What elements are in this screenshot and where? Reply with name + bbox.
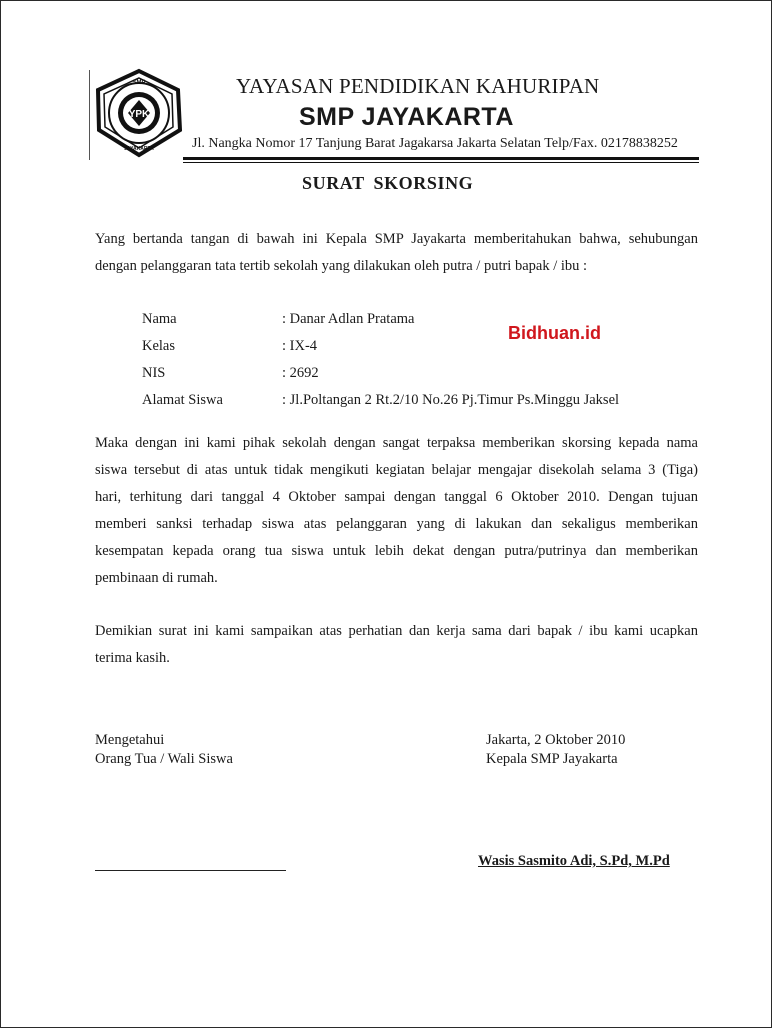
student-name-label: Nama xyxy=(142,311,177,327)
closing-line: Demikian surat ini kami sampaikan atas perhatian dan kerja sama dari bapak / ibu kami ucapkan xyxy=(95,623,698,639)
intro-line: dengan pelanggaran tata tertib sekolah yang dilakukan oleh putra / putri bapak / ibu : xyxy=(95,258,588,274)
signature-right-role: Kepala SMP Jayakarta xyxy=(486,751,618,767)
closing-paragraph xyxy=(95,618,698,672)
letter-title: SURAT SKORSING xyxy=(302,173,474,193)
body-line: pembinaan di rumah. xyxy=(95,570,218,586)
signature-left xyxy=(95,731,233,769)
watermark: Bidhuan.id xyxy=(508,323,601,343)
svg-text:SMP: SMP xyxy=(132,80,146,86)
body-line: siswa tersebut di atas untuk tidak mengikuti kegiatan belajar mengajar disekolah selama 3 (Tiga) xyxy=(95,462,698,478)
student-address-label: Alamat Siswa xyxy=(142,392,223,408)
svg-text:JAYAKARTA: JAYAKARTA xyxy=(124,146,154,152)
svg-text:YPK: YPK xyxy=(128,109,150,120)
signature-right xyxy=(486,731,625,769)
body-line: hari, terhitung dari tanggal 4 Oktober sampai dengan tanggal 6 Oktober 2010. Dengan tujuan xyxy=(95,489,698,505)
school-name: SMP JAYAKARTA xyxy=(299,103,514,131)
parent-signature-line xyxy=(95,870,286,871)
student-class-label: Kelas xyxy=(142,338,176,354)
student-nis-value: : 2692 xyxy=(282,365,319,381)
letterhead-left-rule xyxy=(89,70,90,160)
signature-left-line1: Mengetahui xyxy=(95,732,165,748)
signature-right-date: Jakarta, 2 Oktober 2010 xyxy=(486,732,626,748)
intro-line: Yang bertanda tangan di bawah ini Kepala SMP Jayakarta memberitahukan bahwa, sehubungan xyxy=(95,231,698,247)
letterhead-divider-thick xyxy=(183,157,699,160)
student-nis-label: NIS xyxy=(142,365,166,381)
body-line: Maka dengan ini kami pihak sekolah dengan sangat terpaksa memberikan skorsing kepada nama xyxy=(95,435,698,451)
school-logo xyxy=(92,68,186,158)
student-address-value: : Jl.Poltangan 2 Rt.2/10 No.26 Pj.Timur Ps.Minggu Jaksel xyxy=(282,392,620,408)
signature-left-line2: Orang Tua / Wali Siswa xyxy=(95,751,233,767)
school-address: Jl. Nangka Nomor 17 Tanjung Barat Jagakarsa Jakarta Selatan Telp/Fax. 02178838252 xyxy=(192,136,678,151)
body-paragraph xyxy=(95,430,698,592)
student-name-value: : Danar Adlan Pratama xyxy=(282,311,415,327)
body-line: kesempatan kepada orang tua siswa untuk lebih dekat dengan putra/putrinya dan memberikan xyxy=(95,543,698,559)
principal-name: Wasis Sasmito Adi, S.Pd, M.Pd xyxy=(478,853,670,869)
closing-line: terima kasih. xyxy=(95,650,170,666)
body-line: memberi sanksi terhadap siswa atas pelanggaran yang di lakukan dan sekaligus memberikan xyxy=(95,516,698,532)
letterhead-divider-thin xyxy=(183,162,699,163)
intro-paragraph xyxy=(95,226,698,280)
student-class-value: : IX-4 xyxy=(282,338,318,354)
foundation-name: YAYASAN PENDIDIKAN KAHURIPAN xyxy=(236,74,600,98)
